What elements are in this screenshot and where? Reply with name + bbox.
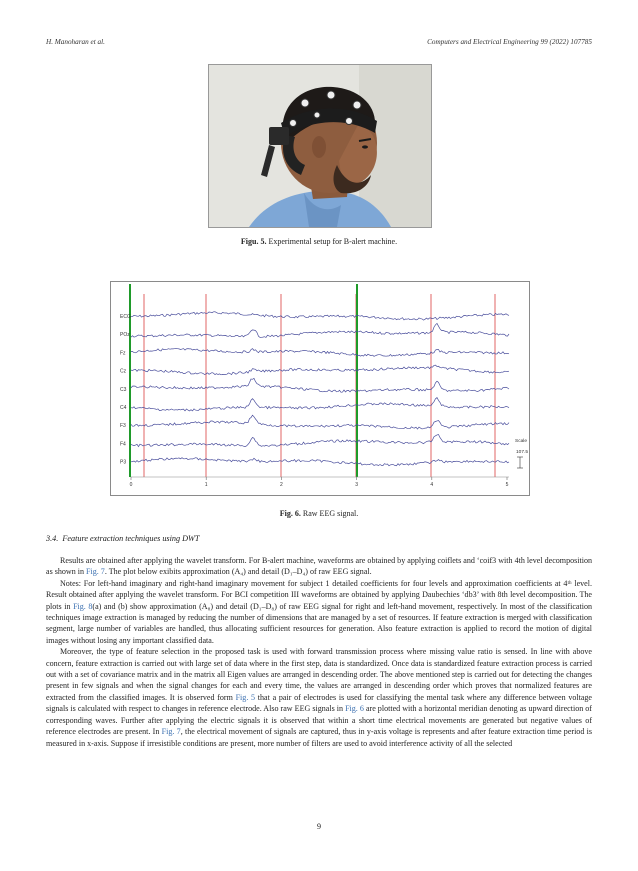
- eeg-trace-f4: [131, 435, 509, 447]
- paragraph-text: (a) and (b) show approximation (A₈) and detail (D₁–D₈) of raw EEG signal for right and left-hand movement, respectively. In most of the classification techniques image extraction is managed by reducing the number of dimensions that are managed by a set of resources. If feature extraction is merged with classification segment, large number of variables are handled, thus allocating sufficient resources for generation. Also feature extraction is applied to record the motion of digital images without losing any important classified data.: [46, 601, 592, 645]
- eeg-trace-cz: [131, 365, 509, 375]
- paragraph-text: Results are obtained after applying the wavelet transform. For B-alert machine, waveforms are obtained by applying coiflets and ‘coif3 with 4th level decomposition as shown in: [46, 556, 592, 577]
- figure-reference-link[interactable]: Fig. 7: [161, 727, 181, 737]
- x-tick-label: 2: [280, 482, 283, 488]
- eeg-trace-c4: [131, 398, 509, 411]
- paragraph-text: that a pair of electrodes is used for classifying the mental task where any difference between voltage signals is calculated with respect to changes in reference electrode. Also raw EEG signals in: [46, 692, 593, 714]
- section-title: Feature extraction techniques using DWT: [62, 534, 200, 543]
- paragraph-text: , the electrical movement of signals are captured, thus in y-axis voltage is represents and after feature extraction time period is measured in x-axis. Suppose if irresistible conditions are present, more number of filters are used to avoid interference activity of all the selected: [46, 727, 592, 748]
- figure-5-label: Figu. 5.: [240, 237, 267, 246]
- eeg-trace-f3: [131, 415, 509, 429]
- section-heading: [46, 534, 199, 543]
- x-tick-label: 4: [430, 482, 434, 488]
- paragraph: [46, 646, 592, 749]
- figure-6-label: Fig. 6.: [279, 509, 301, 518]
- paragraph-text: Notes: For left-hand imaginary and right-hand imaginary movement for subject 1 detailed coefficients for four levels and approximation coefficients at 4ᵗʰ level. Result obtained after applying the wavelet transform. For BCI competition III waveforms are obtained by applying Daubechies ‘db3’ with 8th level decomposition. The plots in: [46, 578, 592, 611]
- paragraph-text: Moreover, the type of feature selection in the proposed task is used with forward transmission process where missing value ratio is sensed. In line with above concern, feature extraction is carried out with large set of data where in the first step, data is standardized. Once data is standardized feature extraction process is carried out with a set of covariance matrix and in the matrix all Eigen values are arranged in descending order. The above mentioned step is carried out for detecting the changes present in few signals and when the signal changes for each and every time, the values are arranged in descending order which proves that normalized features are extracted from the classified images. It is observed form: [46, 647, 592, 702]
- figure-5-photo: [208, 64, 432, 228]
- body-text: [46, 555, 592, 749]
- figure-reference-link[interactable]: Fig. 8: [73, 601, 93, 611]
- scale-value: 107.5: [516, 450, 529, 455]
- channel-label: ECG: [120, 314, 131, 320]
- figure-6-caption: [46, 509, 592, 518]
- page-number: 9: [317, 822, 321, 831]
- paragraph: [46, 555, 592, 578]
- eeg-trace-poz: [131, 323, 509, 337]
- channel-label: F4: [120, 441, 126, 448]
- x-tick-label: 5: [505, 482, 509, 488]
- channel-label: POz: [120, 332, 130, 339]
- x-tick-label: 0: [129, 482, 133, 488]
- figure-reference-link[interactable]: Fig. 5: [235, 692, 256, 702]
- eeg-trace-ecg: [131, 312, 509, 320]
- channel-label: F3: [120, 423, 126, 430]
- channel-label: Fz: [120, 350, 126, 357]
- figure-5-caption-text: Experimental setup for B-alert machine.: [268, 237, 398, 246]
- channel-label: C3: [120, 386, 127, 393]
- eeg-svg: [111, 282, 529, 495]
- figure-reference-link[interactable]: Fig. 6: [345, 704, 364, 714]
- header-journal: Computers and Electrical Engineering 99 (2022) 107785: [427, 38, 592, 46]
- channel-label: P3: [120, 459, 127, 466]
- eeg-trace-c3: [131, 378, 509, 392]
- section-number: 3.4.: [46, 534, 59, 543]
- running-header: [46, 38, 592, 50]
- eeg-trace-fz: [131, 349, 509, 357]
- figure-5-caption: [46, 237, 592, 246]
- x-tick-label: 1: [204, 482, 208, 488]
- scale-label: Scale: [515, 439, 527, 444]
- header-authors: H. Manoharan et al.: [46, 38, 105, 46]
- figure-reference-link[interactable]: Fig. 7: [86, 567, 105, 577]
- paragraph-text: are plotted with a horizontal meridian denoting as upward direction of corresponding waves. Further after applying the electric signals it is observed that within a short time electrical movements are generated but negative values of reference electrodes are present. In: [46, 704, 592, 737]
- paragraph: [46, 578, 592, 646]
- channel-label: Cz: [120, 368, 127, 375]
- paragraph-text: . The plot below exibits approximation (A₄) and detail (D₁–D₄) of raw EEG signal.: [104, 567, 372, 577]
- figure-6-eeg-plot: [110, 281, 530, 496]
- channel-label: C4: [120, 405, 127, 411]
- figure-6-caption-text: Raw EEG signal.: [302, 509, 359, 518]
- eeg-trace-p3: [131, 458, 509, 466]
- x-tick-label: 3: [355, 482, 358, 488]
